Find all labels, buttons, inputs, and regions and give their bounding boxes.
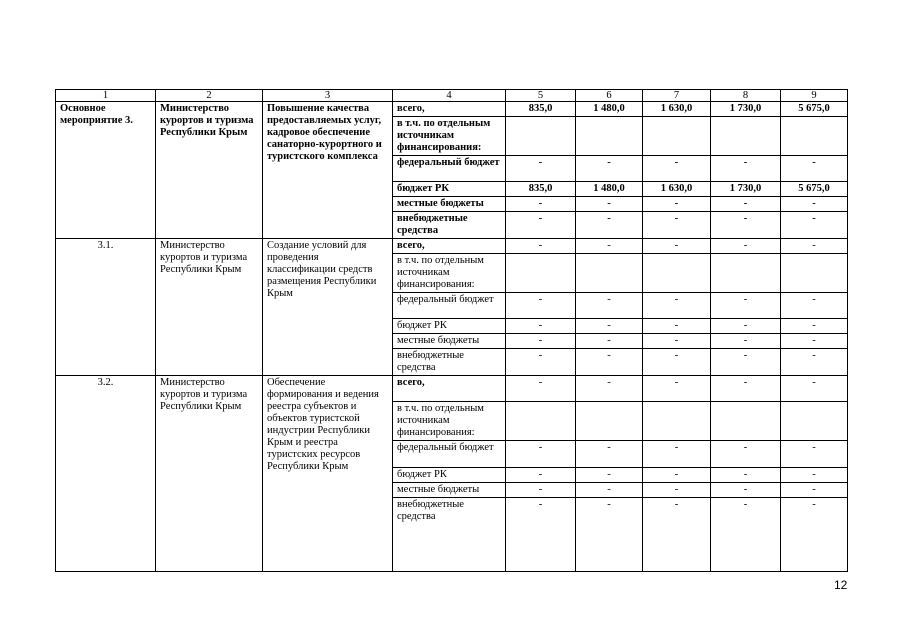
funding-table <box>55 89 848 572</box>
value-cell <box>506 117 576 156</box>
value-cell <box>643 254 711 293</box>
value-cell: - <box>711 483 781 498</box>
value-cell: - <box>711 156 781 182</box>
value-cell: - <box>576 376 643 402</box>
header-cell: 1 <box>56 90 156 102</box>
value-cell: - <box>781 376 848 402</box>
value-cell: - <box>781 441 848 468</box>
value-cell: - <box>576 349 643 376</box>
value-cell: - <box>506 441 576 468</box>
funding-source-label: всего, <box>393 102 506 117</box>
funding-source-label: местные бюджеты <box>393 483 506 498</box>
value-cell: - <box>711 334 781 349</box>
value-cell: - <box>643 483 711 498</box>
activity-description-cell: Создание условий для проведения классификации средств размещения Республики Крым <box>263 239 393 376</box>
value-cell: - <box>781 212 848 239</box>
funding-source-label: федеральный бюджет <box>393 441 506 468</box>
value-cell: - <box>576 156 643 182</box>
executor-cell: Министерство курортов и туризма Республики Крым <box>156 376 263 572</box>
header-cell: 3 <box>263 90 393 102</box>
value-cell: - <box>643 334 711 349</box>
value-cell: 835,0 <box>506 102 576 117</box>
header-cell: 5 <box>506 90 576 102</box>
header-row <box>56 90 848 102</box>
value-cell: - <box>643 349 711 376</box>
table-row <box>56 239 848 254</box>
activity-number-cell: Основное мероприятие 3. <box>56 102 156 239</box>
value-cell: - <box>643 376 711 402</box>
header-cell: 6 <box>576 90 643 102</box>
value-cell <box>711 254 781 293</box>
value-cell <box>711 402 781 441</box>
value-cell: - <box>643 156 711 182</box>
value-cell: - <box>643 319 711 334</box>
value-cell: - <box>643 498 711 572</box>
value-cell <box>643 117 711 156</box>
value-cell: - <box>506 293 576 319</box>
value-cell: - <box>781 349 848 376</box>
value-cell: - <box>643 197 711 212</box>
value-cell: - <box>506 197 576 212</box>
funding-source-label: федеральный бюджет <box>393 156 506 182</box>
value-cell: 1 480,0 <box>576 182 643 197</box>
value-cell: 1 480,0 <box>576 102 643 117</box>
value-cell: - <box>506 498 576 572</box>
activity-description-cell: Обеспечение формирования и ведения реестра субъектов и объектов туристской индустрии Республики Крым и реестра туристских ресурсов Республики Крым <box>263 376 393 572</box>
value-cell: - <box>711 239 781 254</box>
value-cell: - <box>506 483 576 498</box>
value-cell: 1 730,0 <box>711 182 781 197</box>
header-cell: 2 <box>156 90 263 102</box>
value-cell: - <box>711 468 781 483</box>
value-cell: - <box>576 468 643 483</box>
value-cell: 1 730,0 <box>711 102 781 117</box>
value-cell <box>711 117 781 156</box>
value-cell: 5 675,0 <box>781 102 848 117</box>
value-cell: - <box>643 468 711 483</box>
value-cell: - <box>576 441 643 468</box>
funding-source-label: бюджет РК <box>393 468 506 483</box>
value-cell <box>576 117 643 156</box>
value-cell <box>506 254 576 293</box>
value-cell: - <box>643 239 711 254</box>
value-cell <box>576 402 643 441</box>
value-cell: - <box>506 468 576 483</box>
value-cell: - <box>711 441 781 468</box>
header-cell: 4 <box>393 90 506 102</box>
executor-cell: Министерство курортов и туризма Республики Крым <box>156 239 263 376</box>
value-cell: - <box>506 239 576 254</box>
value-cell: - <box>506 376 576 402</box>
header-cell: 7 <box>643 90 711 102</box>
executor-cell: Министерство курортов и туризма Республики Крым <box>156 102 263 239</box>
funding-source-label: в т.ч. по отдельным источникам финансирования: <box>393 117 506 156</box>
funding-source-label: бюджет РК <box>393 319 506 334</box>
funding-source-label: в т.ч. по отдельным источникам финансирования: <box>393 254 506 293</box>
funding-source-label: бюджет РК <box>393 182 506 197</box>
value-cell <box>781 254 848 293</box>
value-cell: - <box>781 334 848 349</box>
funding-source-label: всего, <box>393 239 506 254</box>
value-cell: - <box>781 197 848 212</box>
value-cell <box>781 402 848 441</box>
value-cell: 835,0 <box>506 182 576 197</box>
value-cell: - <box>711 319 781 334</box>
value-cell: - <box>711 197 781 212</box>
funding-source-label: в т.ч. по отдельным источникам финансирования: <box>393 402 506 441</box>
funding-source-label: всего, <box>393 376 506 402</box>
value-cell: - <box>576 293 643 319</box>
table-row <box>56 376 848 402</box>
value-cell: - <box>711 349 781 376</box>
value-cell <box>643 402 711 441</box>
value-cell: - <box>576 239 643 254</box>
value-cell: - <box>506 212 576 239</box>
value-cell: - <box>576 319 643 334</box>
value-cell: - <box>781 156 848 182</box>
value-cell: - <box>711 498 781 572</box>
value-cell: - <box>711 212 781 239</box>
table-row <box>56 102 848 117</box>
funding-source-label: внебюджетные средства <box>393 498 506 572</box>
activity-description-cell: Повышение качества предоставляемых услуг, кадровое обеспечение санаторно-курортного и туристского комплекса <box>263 102 393 239</box>
value-cell: - <box>781 239 848 254</box>
value-cell <box>576 254 643 293</box>
value-cell: - <box>576 334 643 349</box>
value-cell: - <box>576 212 643 239</box>
value-cell: - <box>643 441 711 468</box>
value-cell: - <box>576 197 643 212</box>
value-cell: - <box>506 334 576 349</box>
activity-number-cell: 3.2. <box>56 376 156 572</box>
value-cell: - <box>576 483 643 498</box>
header-cell: 8 <box>711 90 781 102</box>
value-cell: 1 630,0 <box>643 102 711 117</box>
value-cell: - <box>643 293 711 319</box>
funding-source-label: федеральный бюджет <box>393 293 506 319</box>
funding-source-label: внебюджетные средства <box>393 349 506 376</box>
value-cell: - <box>506 319 576 334</box>
value-cell: - <box>711 293 781 319</box>
value-cell: - <box>711 376 781 402</box>
funding-source-label: внебюджетные средства <box>393 212 506 239</box>
value-cell: - <box>781 468 848 483</box>
value-cell <box>506 402 576 441</box>
value-cell: 1 630,0 <box>643 182 711 197</box>
header-cell: 9 <box>781 90 848 102</box>
value-cell: - <box>506 156 576 182</box>
funding-source-label: местные бюджеты <box>393 334 506 349</box>
activity-number-cell: 3.1. <box>56 239 156 376</box>
value-cell: - <box>643 212 711 239</box>
value-cell: - <box>576 498 643 572</box>
value-cell: - <box>506 349 576 376</box>
value-cell: 5 675,0 <box>781 182 848 197</box>
value-cell: - <box>781 483 848 498</box>
value-cell: - <box>781 498 848 572</box>
funding-source-label: местные бюджеты <box>393 197 506 212</box>
page-number: 12 <box>834 578 848 592</box>
value-cell: - <box>781 293 848 319</box>
value-cell: - <box>781 319 848 334</box>
value-cell <box>781 117 848 156</box>
